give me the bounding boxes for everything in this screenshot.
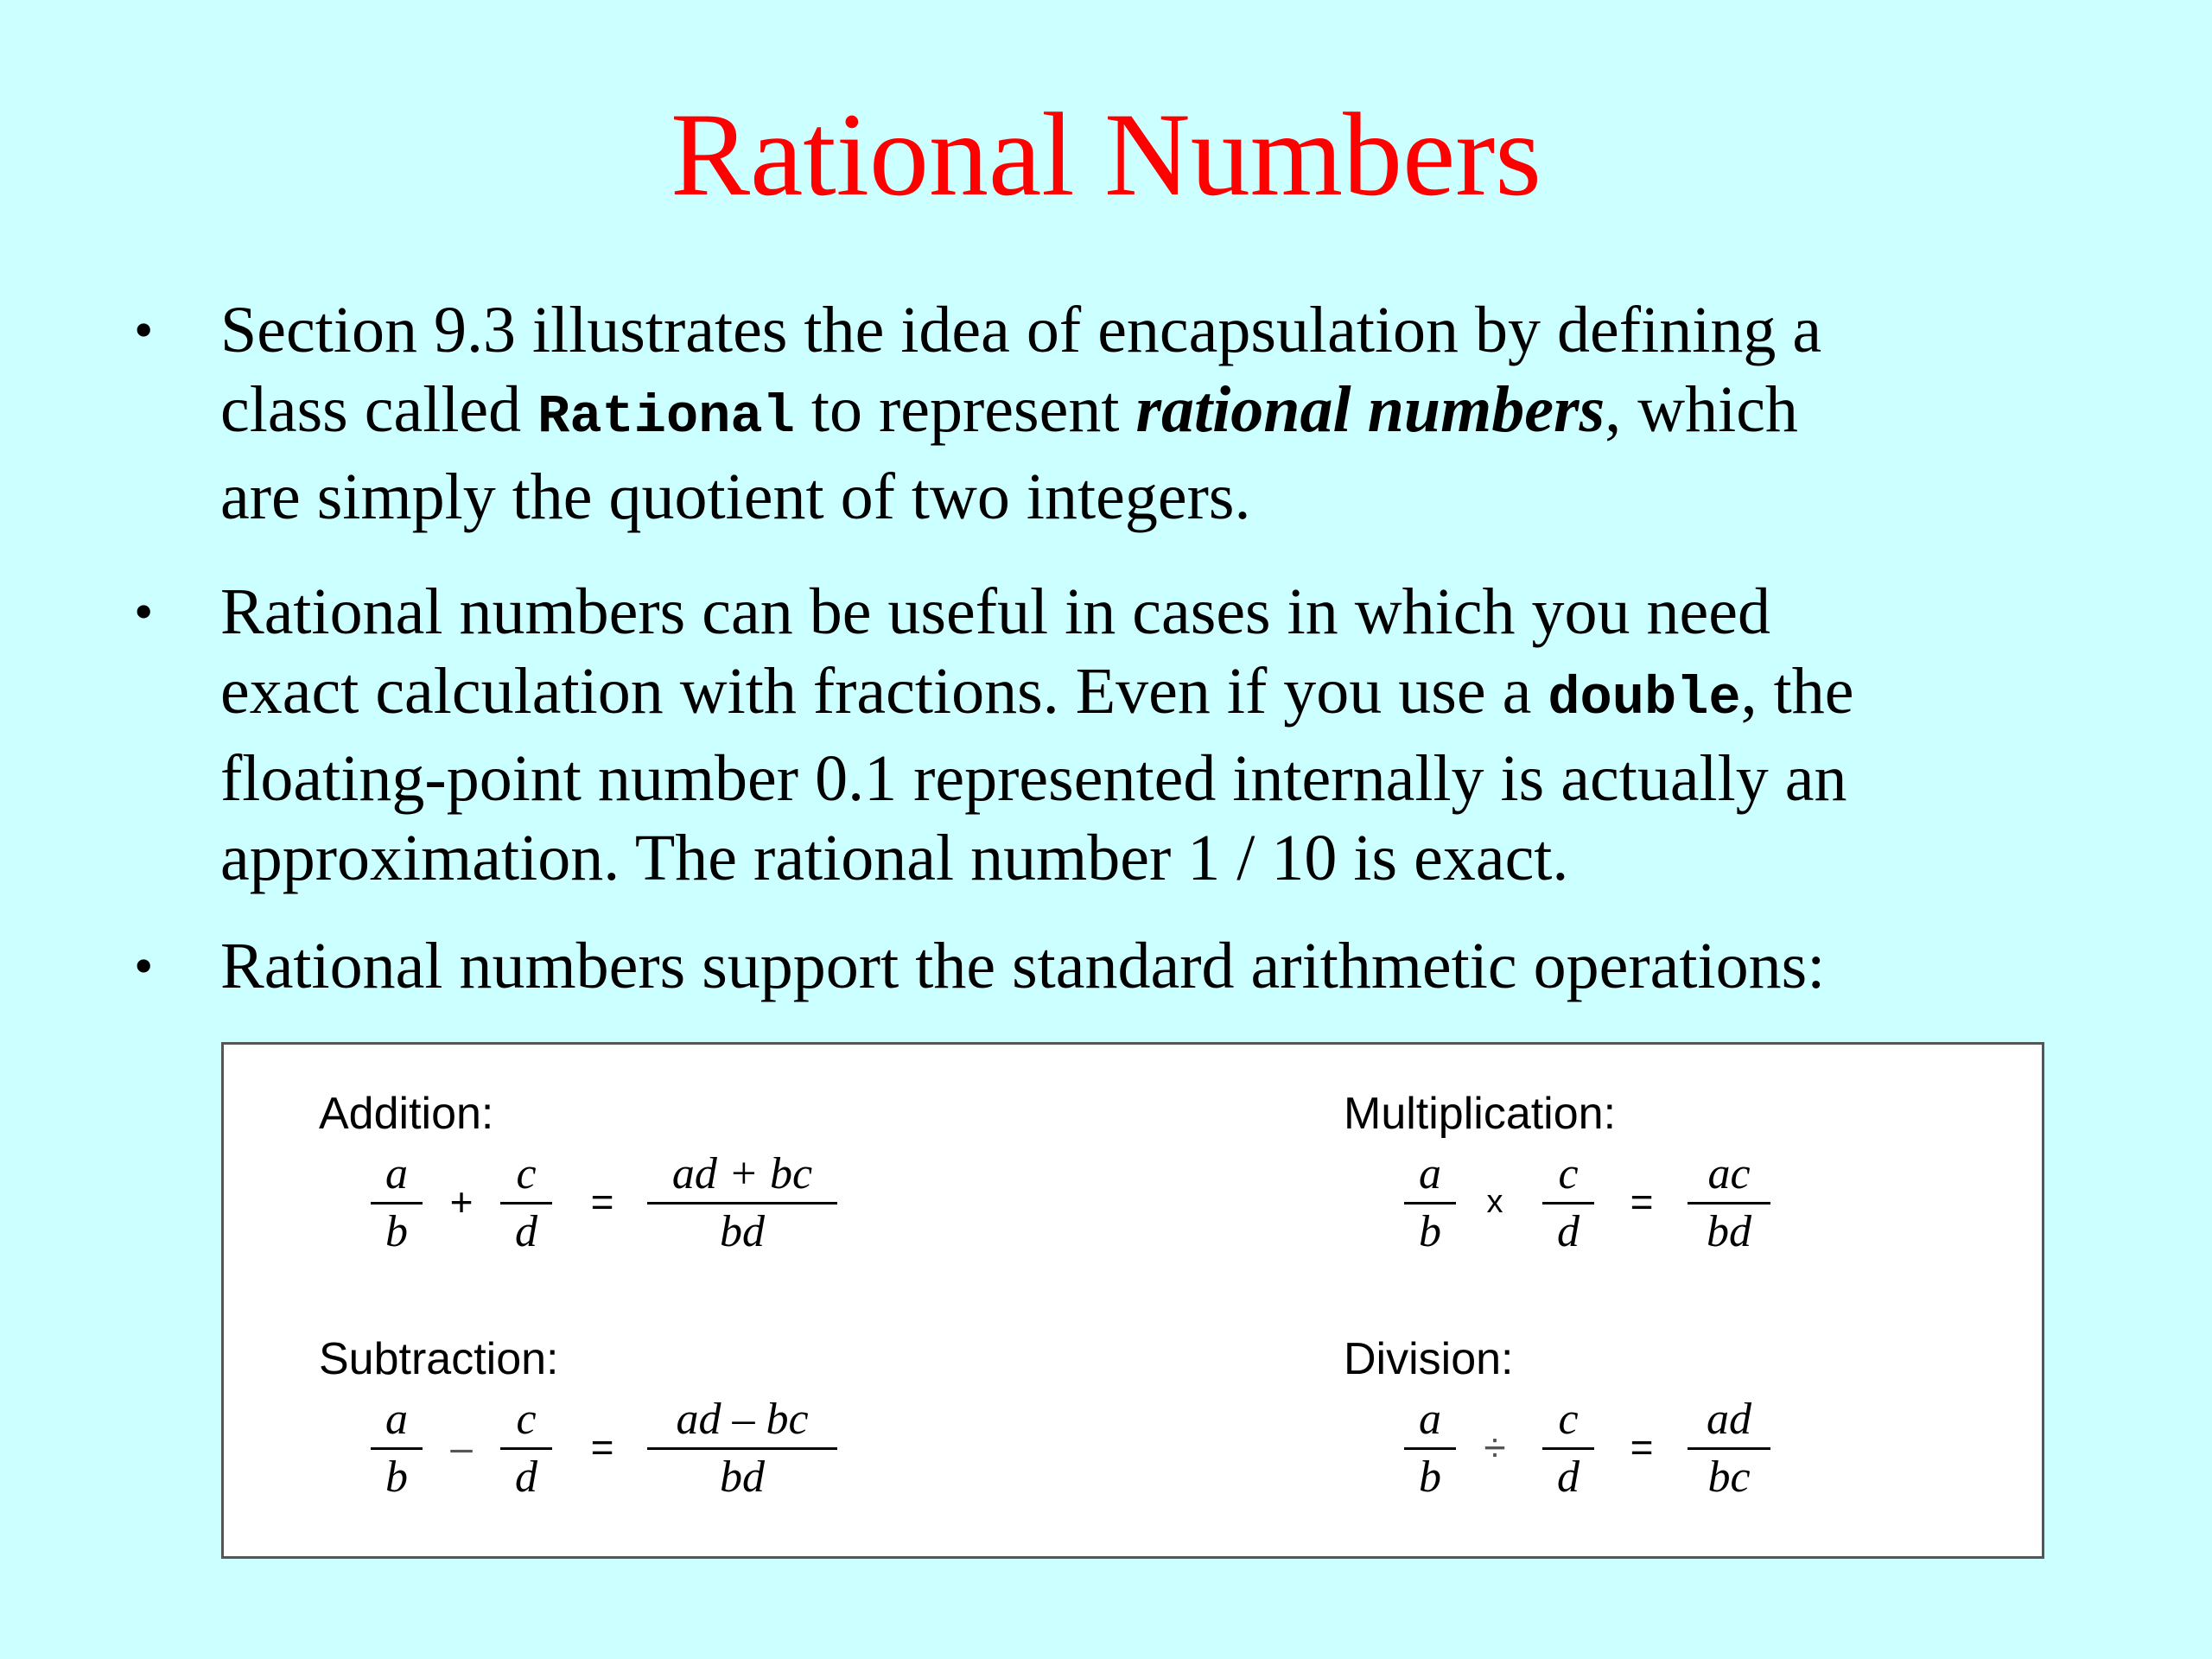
denominator: bd bbox=[720, 1207, 765, 1256]
denominator: d bbox=[515, 1207, 537, 1256]
bullet-line: approximation. The rational number 1 / 10 is exact. bbox=[220, 822, 1569, 894]
operator-symbol: – bbox=[450, 1425, 473, 1470]
fraction-right bbox=[1542, 1395, 1594, 1502]
operation-label: Addition: bbox=[319, 1089, 494, 1139]
bullet-text bbox=[220, 290, 2156, 537]
bullet-icon: • bbox=[134, 299, 154, 360]
operation-addition bbox=[319, 1088, 813, 1256]
operation-multiplication bbox=[1344, 1088, 1751, 1256]
denominator: d bbox=[1557, 1207, 1580, 1256]
numerator: a bbox=[371, 1150, 423, 1205]
bullet-line: class called Rational to represent rational numbers, which bbox=[220, 373, 1798, 448]
fraction-left bbox=[371, 1395, 423, 1502]
operation-division bbox=[1344, 1333, 1751, 1502]
denominator: b bbox=[385, 1452, 408, 1502]
code-term: double bbox=[1548, 668, 1741, 729]
fraction-result bbox=[647, 1395, 837, 1502]
bullet-line: are simply the quotient of two integers. bbox=[220, 461, 1251, 533]
operation-label: Multiplication: bbox=[1344, 1089, 1617, 1139]
fraction-right bbox=[1542, 1150, 1594, 1256]
equals-symbol: = bbox=[590, 1179, 614, 1224]
numerator: ad bbox=[1688, 1395, 1770, 1450]
fraction-left bbox=[371, 1150, 423, 1256]
equals-symbol: = bbox=[1630, 1179, 1654, 1224]
slide-title: Rational Numbers bbox=[671, 88, 1541, 220]
bullet-line: Rational numbers can be useful in cases in which you need bbox=[220, 575, 1770, 648]
formula bbox=[319, 1395, 924, 1508]
code-term: Rational bbox=[537, 386, 795, 448]
fraction-right bbox=[500, 1395, 552, 1502]
bullet-text bbox=[220, 926, 2156, 1006]
operations-box bbox=[221, 1042, 2044, 1559]
bullet-item-arithmetic bbox=[134, 926, 2156, 1006]
formula bbox=[319, 1150, 924, 1262]
numerator: ad + bc bbox=[647, 1150, 837, 1205]
bullet-line: Section 9.3 illustrates the idea of encapsulation by defining a bbox=[220, 294, 1822, 366]
equals-symbol: = bbox=[590, 1425, 614, 1470]
bullet-line: Rational numbers support the standard arithmetic operations: bbox=[220, 930, 1826, 1002]
denominator: d bbox=[1557, 1452, 1580, 1502]
bullet-icon: • bbox=[134, 935, 154, 996]
denominator: bd bbox=[1707, 1207, 1751, 1256]
bullet-icon: • bbox=[134, 581, 154, 642]
denominator: d bbox=[515, 1452, 537, 1502]
bullet-line: exact calculation with fractions. Even if you use a double, the bbox=[220, 655, 1854, 729]
denominator: b bbox=[385, 1207, 408, 1256]
numerator: ad – bc bbox=[647, 1395, 837, 1450]
emphasized-term: rational numbers bbox=[1135, 373, 1605, 446]
operator-symbol: ÷ bbox=[1484, 1425, 1506, 1470]
operator-symbol: x bbox=[1486, 1184, 1503, 1220]
denominator: bc bbox=[1707, 1452, 1751, 1502]
operation-label: Subtraction: bbox=[319, 1334, 559, 1384]
operation-label: Division: bbox=[1344, 1334, 1514, 1384]
numerator: a bbox=[1404, 1150, 1456, 1205]
numerator: a bbox=[1404, 1395, 1456, 1450]
fraction-left bbox=[1404, 1150, 1456, 1256]
formula bbox=[1344, 1395, 1862, 1508]
formula bbox=[1344, 1150, 1862, 1262]
denominator: bd bbox=[720, 1452, 765, 1502]
fraction-right bbox=[500, 1150, 552, 1256]
denominator: b bbox=[1419, 1207, 1441, 1256]
operator-symbol: + bbox=[449, 1179, 474, 1224]
numerator: a bbox=[371, 1395, 423, 1450]
operation-subtraction bbox=[319, 1333, 809, 1502]
bullet-item-exact-calculation bbox=[134, 572, 2156, 898]
fraction-result bbox=[1688, 1150, 1770, 1256]
numerator: c bbox=[500, 1395, 552, 1450]
denominator: b bbox=[1419, 1452, 1441, 1502]
numerator: c bbox=[500, 1150, 552, 1205]
fraction-result bbox=[1688, 1395, 1770, 1502]
fraction-left bbox=[1404, 1395, 1456, 1502]
bullet-text bbox=[220, 572, 2156, 898]
fraction-result bbox=[647, 1150, 837, 1256]
numerator: c bbox=[1542, 1150, 1594, 1205]
numerator: c bbox=[1542, 1395, 1594, 1450]
bullet-item-encapsulation bbox=[134, 290, 2156, 537]
equals-symbol: = bbox=[1630, 1425, 1654, 1470]
bullet-line: floating-point number 0.1 represented internally is actually an bbox=[220, 742, 1847, 815]
numerator: ac bbox=[1688, 1150, 1770, 1205]
